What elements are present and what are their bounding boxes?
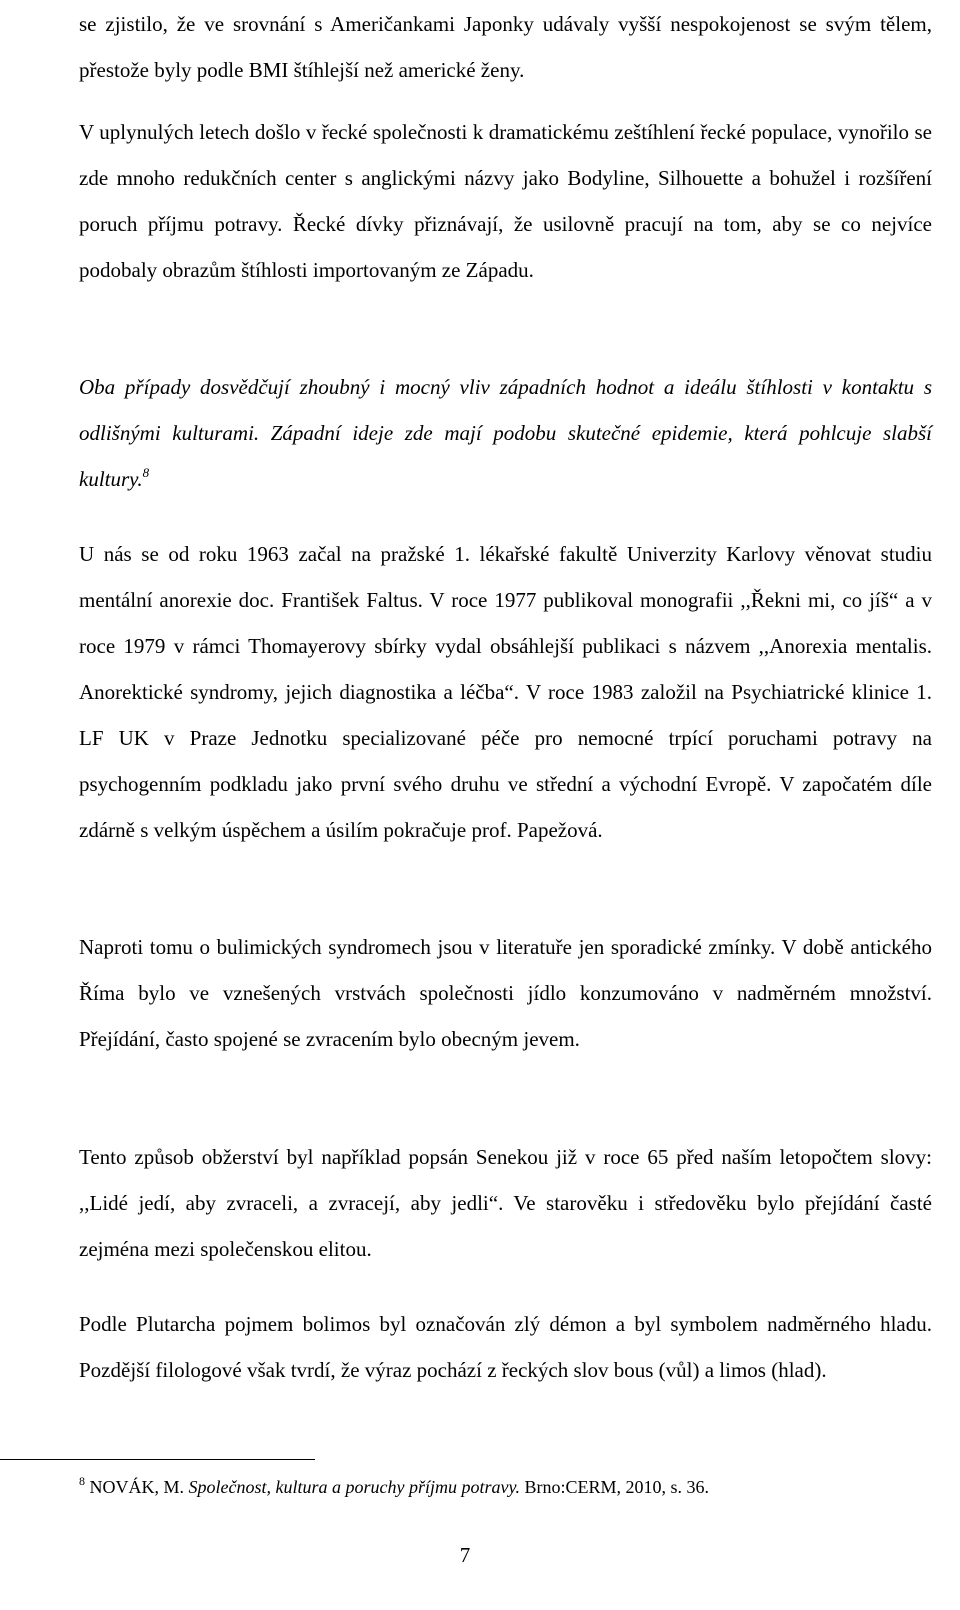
- paragraph-4: [79, 531, 932, 853]
- footnote-author: NOVÁK, M.: [89, 1477, 184, 1497]
- paragraph-5: [79, 924, 932, 1062]
- paragraph-3-text: Oba případy dosvědčují zhoubný i mocný vliv západních hodnot a ideálu štíhlosti v kontaktu s odlišnými kulturami. Západní ideje zde mají podobu skutečné epidemie, která pohlcuje slabší kultury.: [79, 375, 932, 491]
- paragraph-2: [79, 109, 932, 293]
- footnote-reference[interactable]: 8: [142, 465, 150, 480]
- paragraph-1-text: se zjistilo, že ve srovnání s Američankami Japonky udávaly vyšší nespokojenost se svým tělem, přestože byly podle BMI štíhlejší než americké ženy.: [79, 12, 932, 82]
- paragraph-3: [79, 364, 932, 502]
- paragraph-6: [79, 1134, 932, 1272]
- paragraph-7-text: Podle Plutarcha pojmem bolimos byl označován zlý démon a byl symbolem nadměrného hladu. Pozdější filologové však tvrdí, že výraz pochází z řeckých slov bous (vůl) a limos (hlad).: [79, 1312, 932, 1382]
- paragraph-7: [79, 1301, 932, 1393]
- paragraph-6-text: Tento způsob obžerství byl například popsán Senekou již v roce 65 před naším letopočtem slovy: ,,Lidé jedí, aby zvraceli, a zvracejí, aby jedli“. Ve starověku i středověku bylo přejídání časté zejména mezi společenskou elitou.: [79, 1145, 932, 1261]
- paragraph-1: [79, 1, 932, 93]
- paragraph-5-text: Naproti tomu o bulimických syndromech jsou v literatuře jen sporadické zmínky. V době antického Říma bylo ve vznešených vrstvách společnosti jídlo konzumováno v nadměrném množství. Přejídání, často spojené se zvracením bylo obecným jevem.: [79, 935, 932, 1051]
- footnote-number: 8: [79, 1474, 85, 1488]
- page-number: 7: [459, 1543, 471, 1567]
- paragraph-2-text: V uplynulých letech došlo v řecké společnosti k dramatickému zeštíhlení řecké populace, vynořilo se zde mnoho redukčních center s anglickými názvy jako Bodyline, Silhouette a bohužel i rozšíření poruch příjmu potravy. Řecké dívky přiznávají, že usilovně pracují na tom, aby se co nejvíce podobaly obrazům štíhlosti importovaným ze Západu.: [79, 120, 932, 282]
- paragraph-4-text: U nás se od roku 1963 začal na pražské 1. lékařské fakultě Univerzity Karlovy věnovat studiu mentální anorexie doc. František Faltus. V roce 1977 publikoval monografii ,,Řekni mi, co jíš“ a v roce 1979 v rámci Thomayerovy sbírky vydal obsáhlejší publikaci s názvem ,,Anorexia mentalis. Anorektické syndromy, jejich diagnostika a léčba“. V roce 1983 založil na Psychiatrické klinice 1. LF UK v Praze Jednotku specializované péče pro nemocné trpící poruchami potravy na psychogenním podkladu jako první svého druhu ve střední a východní Evropě. V započatém díle zdárně s velkým úspěchem a úsilím pokračuje prof. Papežová.: [79, 542, 932, 842]
- footnote-publication: Brno:CERM, 2010, s. 36.: [524, 1477, 709, 1497]
- footnote: [79, 1474, 939, 1500]
- footnote-separator: [0, 1459, 315, 1460]
- footnote-title: Společnost, kultura a poruchy příjmu potravy.: [188, 1477, 520, 1497]
